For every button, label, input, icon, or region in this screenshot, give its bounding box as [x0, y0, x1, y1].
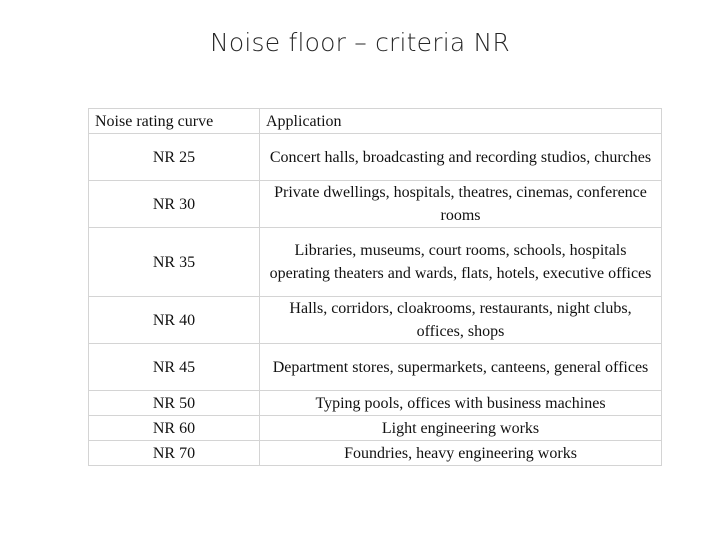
table-row	[89, 134, 662, 181]
table-row	[89, 391, 662, 416]
rating-cell: NR 30	[89, 181, 260, 228]
rating-cell: NR 60	[89, 416, 260, 441]
application-cell: Typing pools, offices with business machines	[260, 391, 662, 416]
table-row	[89, 228, 662, 297]
rating-cell: NR 35	[89, 228, 260, 297]
rating-cell: NR 45	[89, 344, 260, 391]
table-row	[89, 416, 662, 441]
slide-title: Noise floor – criteria NR	[209, 28, 511, 57]
application-cell: Light engineering works	[260, 416, 662, 441]
application-cell: Department stores, supermarkets, canteens, general offices	[260, 344, 662, 391]
rating-cell: NR 70	[89, 441, 260, 466]
header-application: Application	[260, 109, 662, 134]
application-cell: Libraries, museums, court rooms, schools, hospitals operating theaters and wards, flats, hotels, executive offices	[260, 228, 662, 297]
rating-cell: NR 40	[89, 297, 260, 344]
header-noise-rating-curve: Noise rating curve	[89, 109, 260, 134]
table-header-row	[89, 109, 662, 134]
table-row	[89, 441, 662, 466]
rating-cell: NR 50	[89, 391, 260, 416]
application-cell: Foundries, heavy engineering works	[260, 441, 662, 466]
table-row	[89, 344, 662, 391]
application-cell: Halls, corridors, cloakrooms, restaurants, night clubs, offices, shops	[260, 297, 662, 344]
noise-rating-table	[88, 108, 662, 466]
table-row	[89, 297, 662, 344]
rating-cell: NR 25	[89, 134, 260, 181]
application-cell: Concert halls, broadcasting and recording studios, churches	[260, 134, 662, 181]
table-row	[89, 181, 662, 228]
application-cell: Private dwellings, hospitals, theatres, cinemas, conference rooms	[260, 181, 662, 228]
